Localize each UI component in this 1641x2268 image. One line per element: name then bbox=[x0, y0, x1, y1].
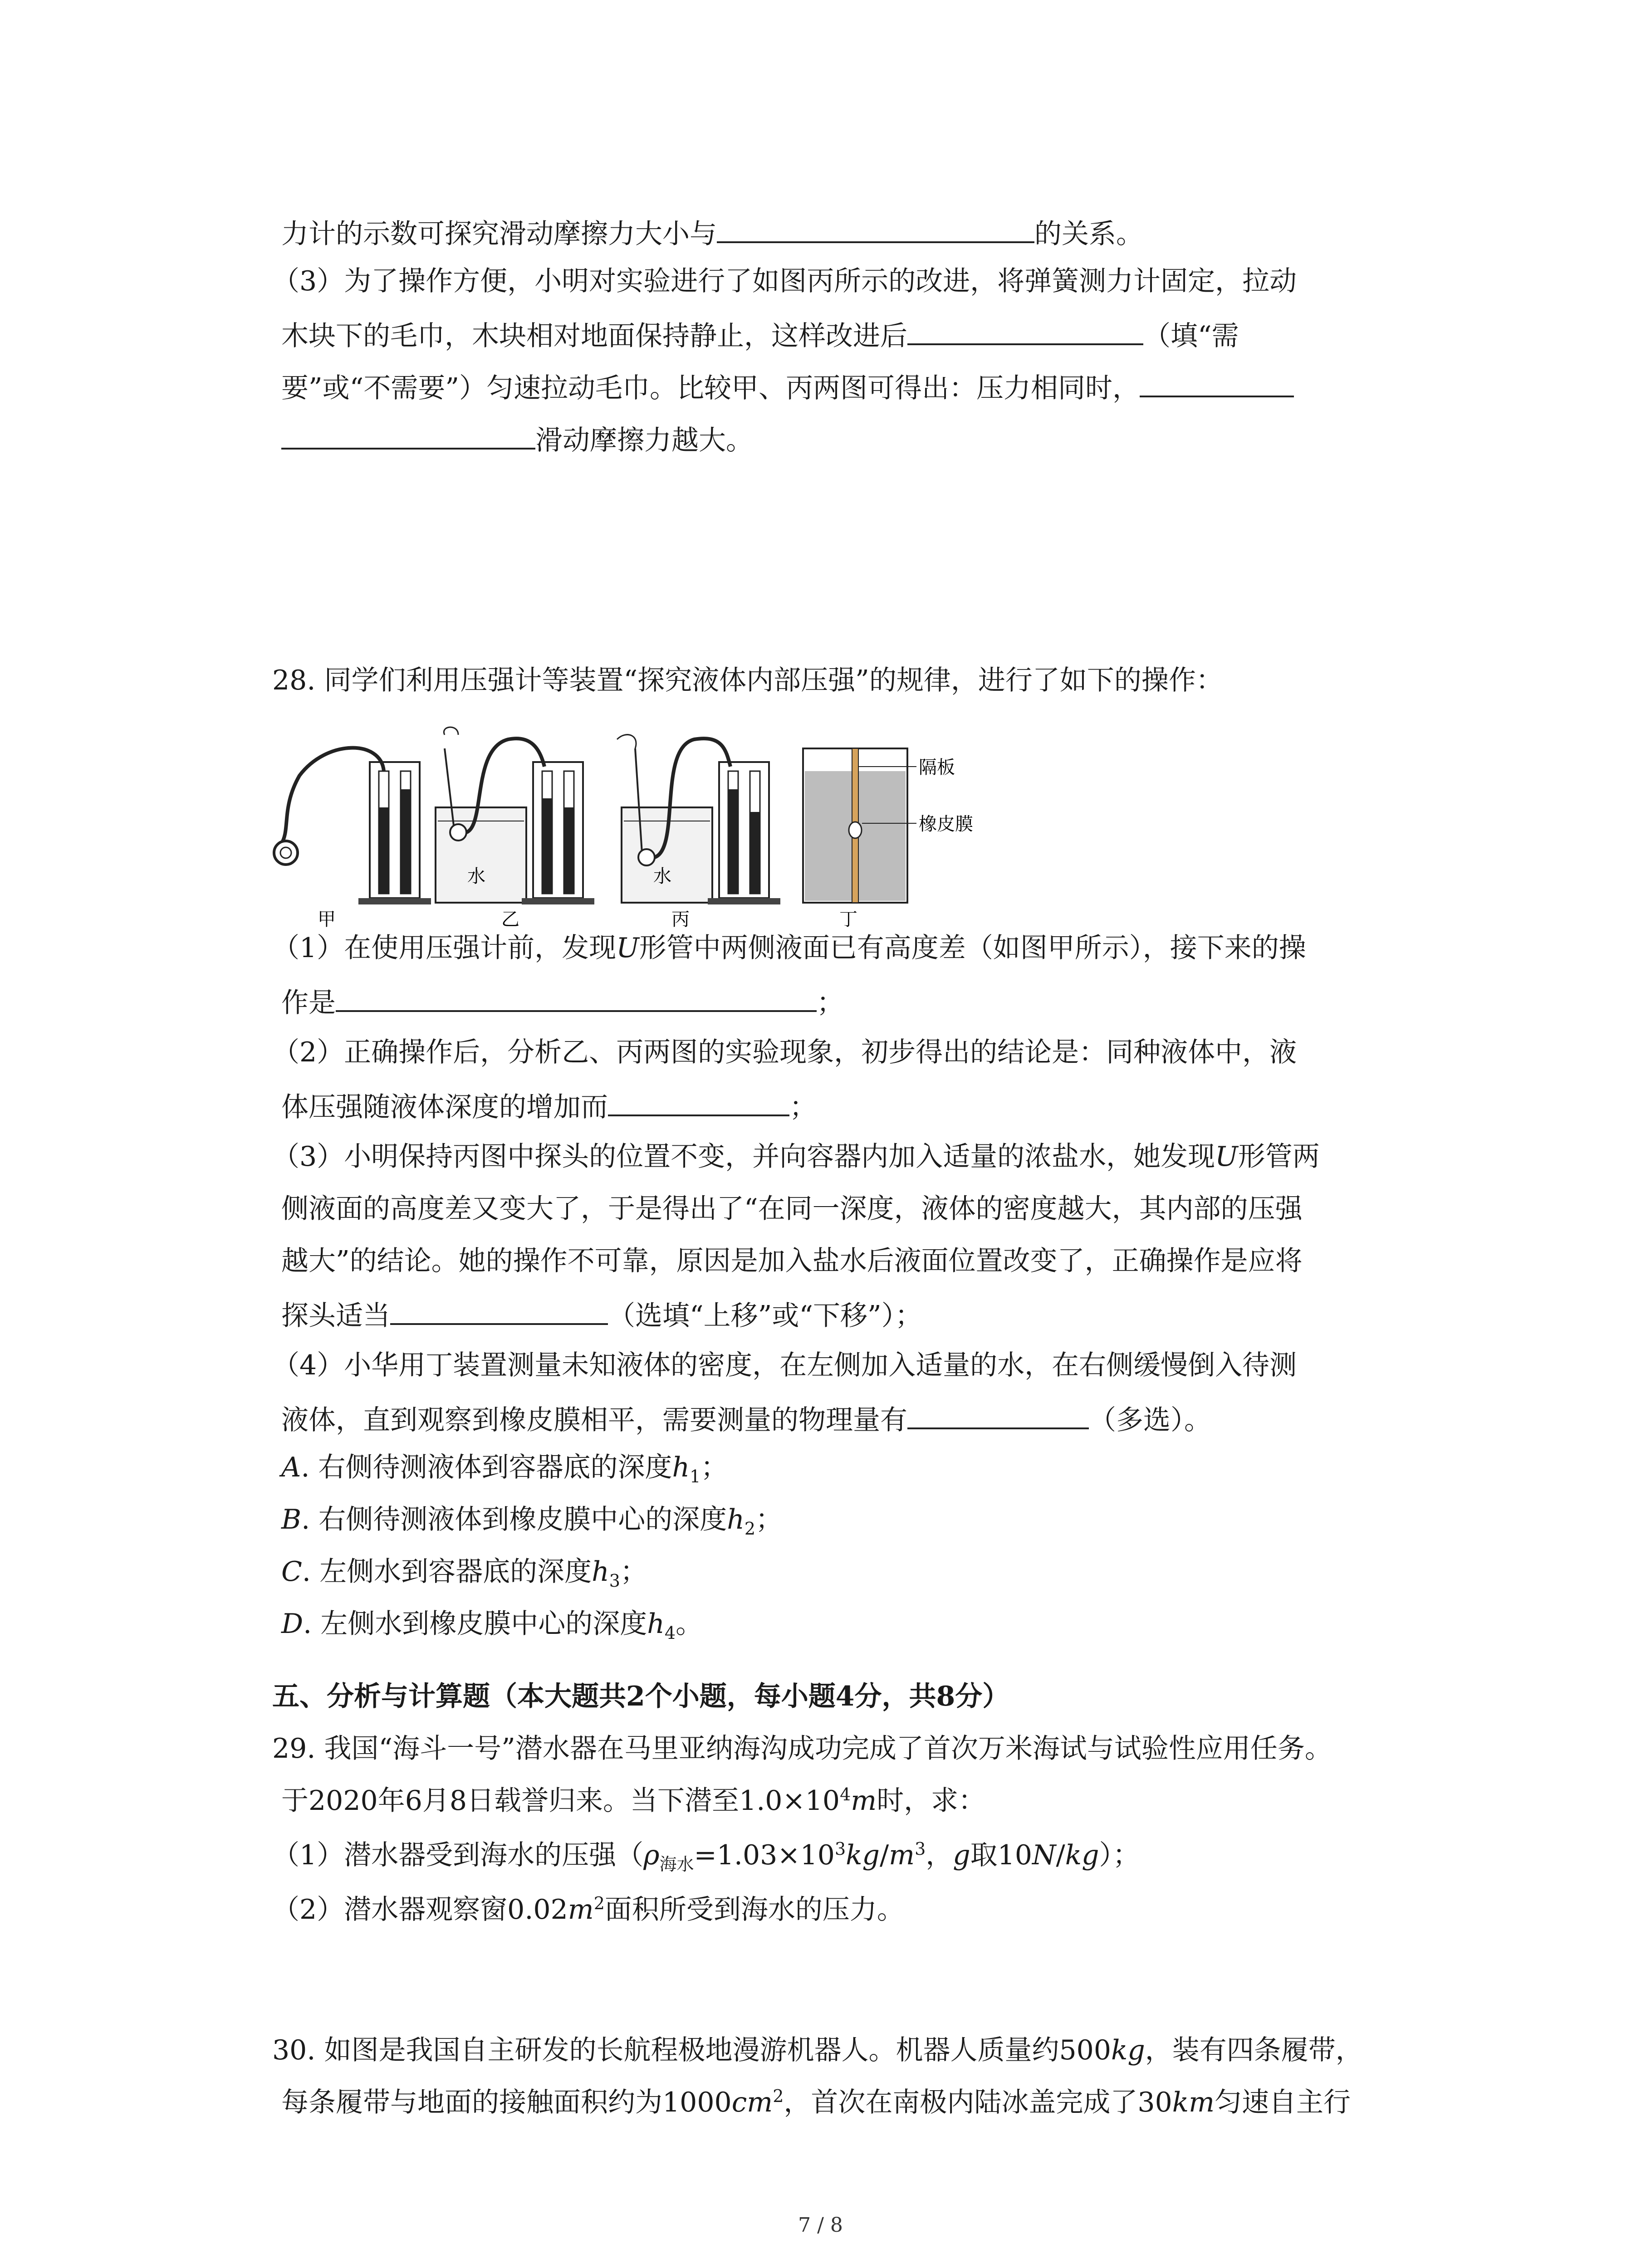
answer-blank[interactable] bbox=[907, 1399, 1089, 1429]
q28-p2-line2: 体压强随液体深度的增加而 ； bbox=[281, 1086, 817, 1125]
water-label-bing: 水 bbox=[653, 866, 671, 887]
label-yi: 乙 bbox=[501, 909, 519, 930]
answer-blank[interactable] bbox=[717, 213, 1034, 243]
section-heading: 五、分析与计算题（本大题共2个小题，每小题4分，共8分） bbox=[272, 1681, 1010, 1712]
q28-p3-line4: 探头适当 （选填“上移”或“下移”）； bbox=[281, 1295, 922, 1334]
pressure-gauge-figure bbox=[272, 721, 1053, 930]
gauge-jia bbox=[274, 748, 431, 904]
gauge-bing bbox=[617, 735, 780, 904]
option-a: A. 右侧待测液体到容器底的深度$h_1$； bbox=[281, 1452, 728, 1486]
q27-line5: 滑动摩擦力越大。 bbox=[281, 420, 753, 459]
answer-blank[interactable] bbox=[907, 315, 1143, 345]
gauge-yi bbox=[436, 727, 594, 904]
page-number: 7 / 8 bbox=[798, 2214, 843, 2237]
q27-line3: 木块下的毛巾，木块相对地面保持静止，这样改进后 （填“需 bbox=[281, 315, 1239, 354]
membrane-label: 橡皮膜 bbox=[919, 814, 973, 835]
q29-line2: 于2020年6月8日载誉归来。当下潜至$1.0\times 10^4m$时，求： bbox=[281, 1784, 986, 1817]
label-ding: 丁 bbox=[839, 909, 857, 930]
q28-p1-line2: 作是 ； bbox=[281, 982, 844, 1021]
option-b: B. 右侧待测液体到橡皮膜中心的深度$h_2$； bbox=[281, 1504, 783, 1539]
q28-p2-line1: （2）正确操作后，分析乙、丙两图的实验现象，初步得出的结论是：同种液体中，液 bbox=[272, 1036, 1297, 1068]
q28-stem: 28. 同学们利用压强计等装置“探究液体内部压强”的规律，进行了如下的操作： bbox=[272, 665, 1223, 696]
label-jia: 甲 bbox=[318, 909, 336, 930]
answer-blank[interactable] bbox=[390, 1295, 608, 1325]
answer-blank[interactable] bbox=[1140, 367, 1294, 397]
q28-p3-line3: 越大”的结论。她的操作不可靠，原因是加入盐水后液面位置改变了，正确操作是应将 bbox=[281, 1245, 1303, 1277]
q27-line4: 要”或“不需要”）匀速拉动毛巾。比较甲、丙两图可得出：压力相同时， bbox=[281, 367, 1294, 406]
q30-line2: 每条履带与地面的接触面积约为$1000cm^2$，首次在南极内陆冰盖完成了30km匀速自主行 bbox=[281, 2086, 1351, 2118]
partition-label: 隔板 bbox=[919, 757, 955, 778]
q29-p2: （2）潜水器观察窗$0.02m^2$面积所受到海水的压力。 bbox=[272, 1893, 904, 1926]
answer-blank[interactable] bbox=[608, 1086, 789, 1116]
q28-p4-line2: 液体，直到观察到橡皮膜相平，需要测量的物理量有 （多选）。 bbox=[281, 1399, 1211, 1438]
q28-p3-line2: 侧液面的高度差又变大了，于是得出了“在同一深度，液体的密度越大，其内部的压强 bbox=[281, 1193, 1303, 1225]
answer-blank[interactable] bbox=[281, 420, 535, 450]
q27-line2: （3）为了操作方便，小明对实验进行了如图丙所示的改进，将弹簧测力计固定，拉动 bbox=[272, 265, 1297, 297]
q28-p1-line1: （1）在使用压强计前，发现U形管中两侧液面已有高度差（如图甲所示），接下来的操 bbox=[272, 932, 1306, 964]
container-ding bbox=[803, 748, 916, 903]
option-d: D. 左侧水到橡皮膜中心的深度$h_4$。 bbox=[281, 1608, 703, 1643]
q28-p3-line1: （3）小明保持丙图中探头的位置不变，并向容器内加入适量的浓盐水，她发现U形管两 bbox=[272, 1141, 1320, 1173]
answer-blank[interactable] bbox=[336, 982, 817, 1012]
water-label-yi: 水 bbox=[467, 866, 485, 887]
q29-p1: （1）潜水器受到海水的压强（$\rho_{海水}=1.03\times 10^3kg/m^3$，g取10N/kg）； bbox=[272, 1839, 1140, 1874]
q28-p4-line1: （4）小华用丁装置测量未知液体的密度，在左侧加入适量的水，在右侧缓慢倒入待测 bbox=[272, 1349, 1297, 1381]
q30-line1: 30. 如图是我国自主研发的长航程极地漫游机器人。机器人质量约500kg，装有四条履带， bbox=[272, 2034, 1363, 2066]
q27-line1: 力计的示数可探究滑动摩擦力大小与 的关系。 bbox=[281, 213, 1143, 252]
q29-line1: 29. 我国“海斗一号”潜水器在马里亚纳海沟成功完成了首次万米海试与试验性应用任务。 bbox=[272, 1733, 1332, 1765]
option-c: C. 左侧水到容器底的深度$h_3$； bbox=[281, 1556, 647, 1591]
label-bing: 丙 bbox=[671, 909, 690, 930]
